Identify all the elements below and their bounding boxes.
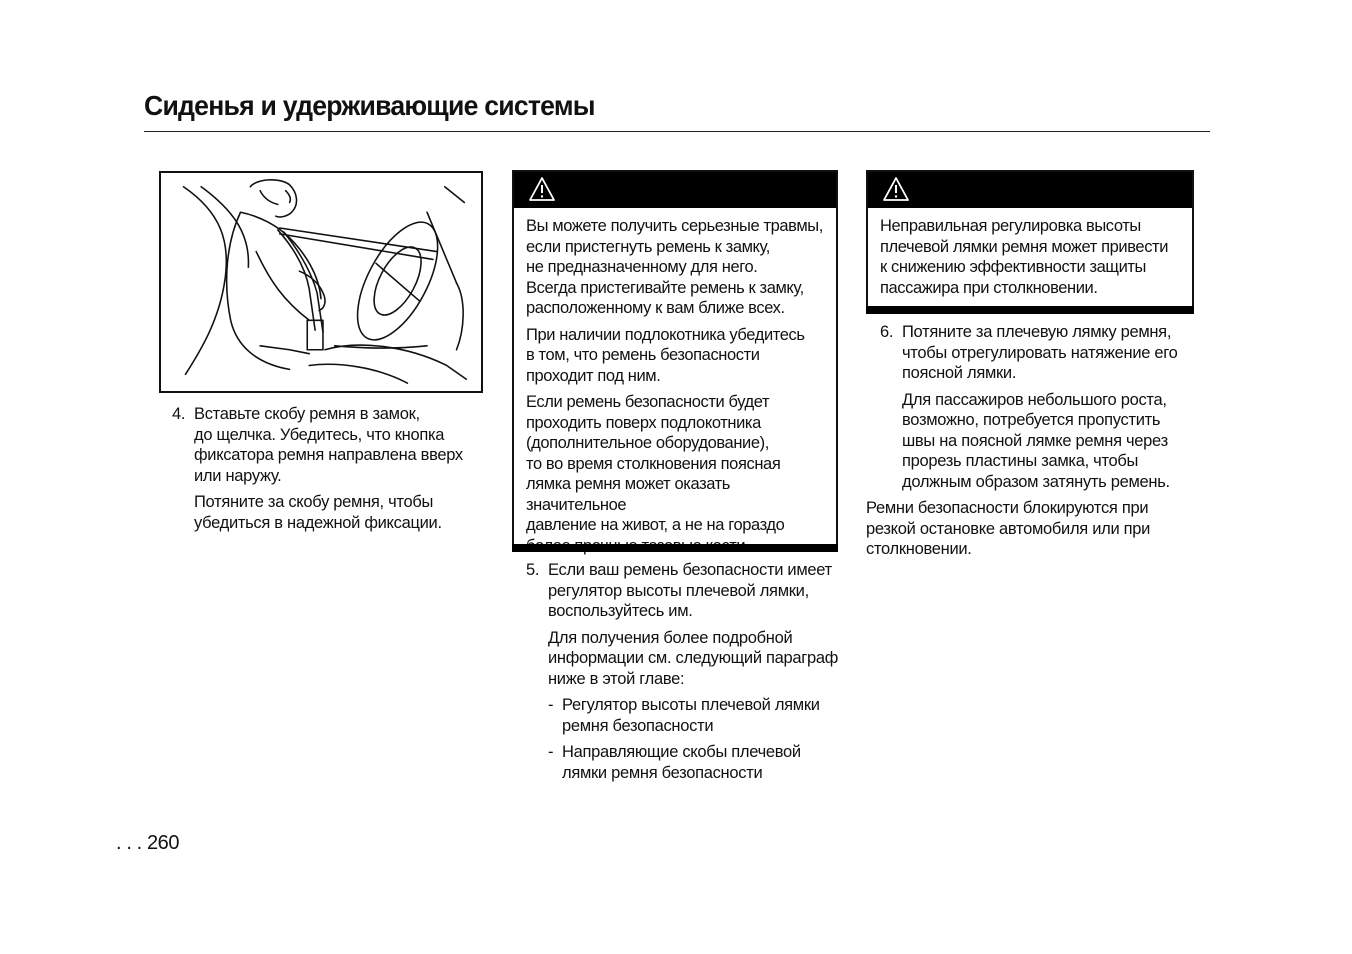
step-number: 5. bbox=[526, 561, 540, 579]
step-4-text-line: до щелчка. Убедитесь, что кнопка bbox=[194, 425, 445, 444]
warning-line: проходит под ним. bbox=[526, 366, 661, 385]
warning-line: если пристегнуть ремень к замку, bbox=[526, 237, 770, 256]
warning-line: Неправильная регулировка высоты bbox=[880, 217, 1141, 235]
step-4-text-line: Потяните за скобу ремня, чтобы bbox=[194, 493, 434, 511]
warning-footer-bar bbox=[512, 544, 838, 552]
closing-line: Ремни безопасности блокируются при bbox=[866, 499, 1149, 517]
warning-box-buckle bbox=[512, 170, 838, 552]
warning-line: к снижению эффективности защиты bbox=[880, 258, 1147, 276]
list-item-line: Направляющие скобы плечевой bbox=[562, 743, 801, 761]
warning-header-bar bbox=[868, 172, 1192, 208]
warning-triangle-icon bbox=[528, 176, 556, 202]
step-4 bbox=[172, 404, 472, 533]
warning-line: Вы можете получить серьезные травмы, bbox=[526, 217, 823, 235]
step-6-text-line: прорезь пластины замка, чтобы bbox=[902, 452, 1139, 470]
seatbelt-illustration bbox=[159, 171, 483, 393]
step-4-text-line: фиксатора ремня направлена вверх bbox=[194, 446, 463, 464]
step-5-text-line: регулятор высоты плечевой лямки, bbox=[548, 581, 809, 600]
dash-bullet: - bbox=[548, 696, 554, 714]
step-6-text-line: швы на поясной лямке ремня через bbox=[902, 431, 1168, 450]
title-divider bbox=[144, 131, 1210, 132]
step-6-text-line: Потяните за плечевую лямку ремня, bbox=[902, 323, 1172, 341]
warning-text bbox=[514, 208, 836, 556]
warning-footer-bar bbox=[866, 306, 1194, 314]
list-item bbox=[548, 695, 844, 736]
page-number: . . . 260 bbox=[116, 832, 180, 854]
closing-line: резкой остановке автомобиля или при bbox=[866, 519, 1151, 538]
step-4-text-line: Вставьте скобу ремня в замок, bbox=[194, 405, 420, 423]
closing-line: столкновении. bbox=[866, 540, 972, 558]
list-item-line: ремня безопасности bbox=[562, 716, 714, 735]
step-5 bbox=[526, 560, 844, 783]
step-5-text-line: воспользуйтесь им. bbox=[548, 602, 693, 620]
warning-line: в том, что ремень безопасности bbox=[526, 346, 760, 364]
list-item-line: лямки ремня безопасности bbox=[562, 763, 763, 782]
warning-line: давление на живот, а не на гораздо bbox=[526, 516, 785, 534]
dash-bullet: - bbox=[548, 743, 554, 761]
step-number: 6. bbox=[880, 323, 894, 341]
step-6-text-line: чтобы отрегулировать натяжение его bbox=[902, 343, 1178, 362]
list-item bbox=[548, 742, 844, 783]
step-5-text-line: Для получения более подробной bbox=[548, 628, 793, 647]
step-4-text-line: убедиться в надежной фиксации. bbox=[194, 513, 442, 532]
step-6-text-line: должным образом затянуть ремень. bbox=[902, 472, 1170, 491]
warning-triangle-icon bbox=[882, 176, 910, 202]
step-number: 4. bbox=[172, 405, 186, 423]
warning-line: то во время столкновения поясная bbox=[526, 454, 781, 473]
warning-line: лямка ремня может оказать значительное bbox=[526, 475, 731, 514]
warning-line: плечевой лямки ремня может привести bbox=[880, 237, 1169, 256]
step-5-text-line: информации см. следующий параграф bbox=[548, 649, 839, 667]
step-5-text-line: ниже в этой главе: bbox=[548, 669, 685, 688]
warning-line: Всегда пристегивайте ремень к замку, bbox=[526, 278, 804, 297]
warning-text bbox=[868, 208, 1192, 298]
warning-line: не предназначенному для него. bbox=[526, 258, 758, 276]
step-5-text-line: Если ваш ремень безопасности имеет bbox=[548, 561, 832, 579]
closing-paragraph bbox=[866, 498, 1196, 560]
warning-header-bar bbox=[514, 172, 836, 208]
step-6-text-line: возможно, потребуется пропустить bbox=[902, 411, 1161, 429]
page-title: Сиденья и удерживающие системы bbox=[144, 90, 595, 121]
warning-line: (дополнительное оборудование), bbox=[526, 434, 769, 452]
warning-line: расположенному к вам ближе всех. bbox=[526, 299, 785, 317]
step-6-text-line: Для пассажиров небольшого роста, bbox=[902, 390, 1167, 409]
step-4-text-line: или наружу. bbox=[194, 466, 282, 485]
list-item-line: Регулятор высоты плечевой лямки bbox=[562, 696, 820, 714]
warning-line: При наличии подлокотника убедитесь bbox=[526, 325, 805, 344]
step-6 bbox=[880, 322, 1200, 492]
warning-line: проходить поверх подлокотника bbox=[526, 413, 761, 432]
warning-box-height-adjuster bbox=[866, 170, 1194, 314]
step-6-text-line: поясной лямки. bbox=[902, 364, 1017, 382]
warning-line: Если ремень безопасности будет bbox=[526, 393, 770, 411]
warning-line: пассажира при столкновении. bbox=[880, 278, 1098, 297]
